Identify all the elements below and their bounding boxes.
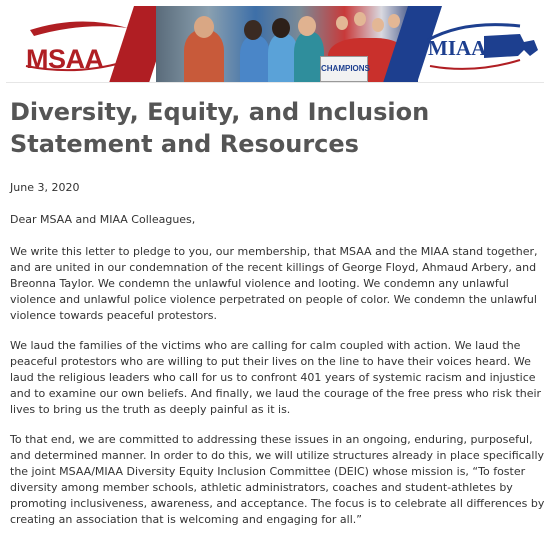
text-line: creating an association that is welcoming and engaging for all.” [10, 513, 362, 526]
text-line: Breonna Taylor. We condemn the unlawful violence and looting. We condemn any unlawful [10, 277, 509, 290]
text-line: peaceful protestors who are willing to put their lives on the line to have their voices heard. We [10, 355, 531, 368]
header-banner [6, 6, 544, 83]
paragraph-laud [10, 338, 548, 418]
text-line: violence towards peaceful protestors. [10, 309, 218, 322]
text-line: promoting inclusiveness, awareness, and acceptance. The focus is to celebrate all differences by [10, 497, 545, 510]
text-line: lives to bring us the truth as deeply painful as it is. [10, 403, 291, 416]
title-line: Diversity, Equity, and Inclusion [10, 98, 430, 126]
text-line: We write this letter to pledge to you, our membership, that MSAA and the MIAA stand together, [10, 245, 538, 258]
page-title [10, 96, 540, 160]
statement-date: June 3, 2020 [10, 181, 80, 194]
title-line: Statement and Resources [10, 130, 359, 158]
msaa-logo-text: MSAA [26, 44, 104, 74]
miaa-logo-text: MIAA [428, 36, 487, 60]
text-line: laud the religious leaders who call for us to confront 401 years of systemic racism and injustice [10, 371, 536, 384]
text-line: We laud the families of the victims who are calling for calm coupled with action. We laud the [10, 339, 521, 352]
text-line: and are united in our condemnation of the recent killings of George Floyd, Ahmaud Arbery, and [10, 261, 537, 274]
salutation: Dear MSAA and MIAA Colleagues, [10, 213, 196, 226]
paragraph-pledge [10, 244, 548, 324]
text-line: and to examine our own beliefs. And finally, we laud the courage of the free press who risk their [10, 387, 542, 400]
text-line: the joint MSAA/MIAA Diversity Equity Inclusion Committee (DEIC) whose mission is, “To foster [10, 465, 526, 478]
text-line: and determined manner. In order to do this, we will utilize structures already in place specifically [10, 449, 545, 462]
champions-sign: CHAMPIONS [320, 56, 368, 82]
statement-body [10, 180, 548, 542]
paragraph-commitment [10, 432, 548, 528]
athletes-photo-collage [156, 6, 418, 82]
text-line: To that end, we are committed to addressing these issues in an ongoing, enduring, purposeful, [10, 433, 533, 446]
text-line: diversity among member schools, athletic administrators, coaches and student-athletes by [10, 481, 513, 494]
text-line: violence and unlawful police violence perpetrated on people of color. We condemn the unlawful [10, 293, 537, 306]
